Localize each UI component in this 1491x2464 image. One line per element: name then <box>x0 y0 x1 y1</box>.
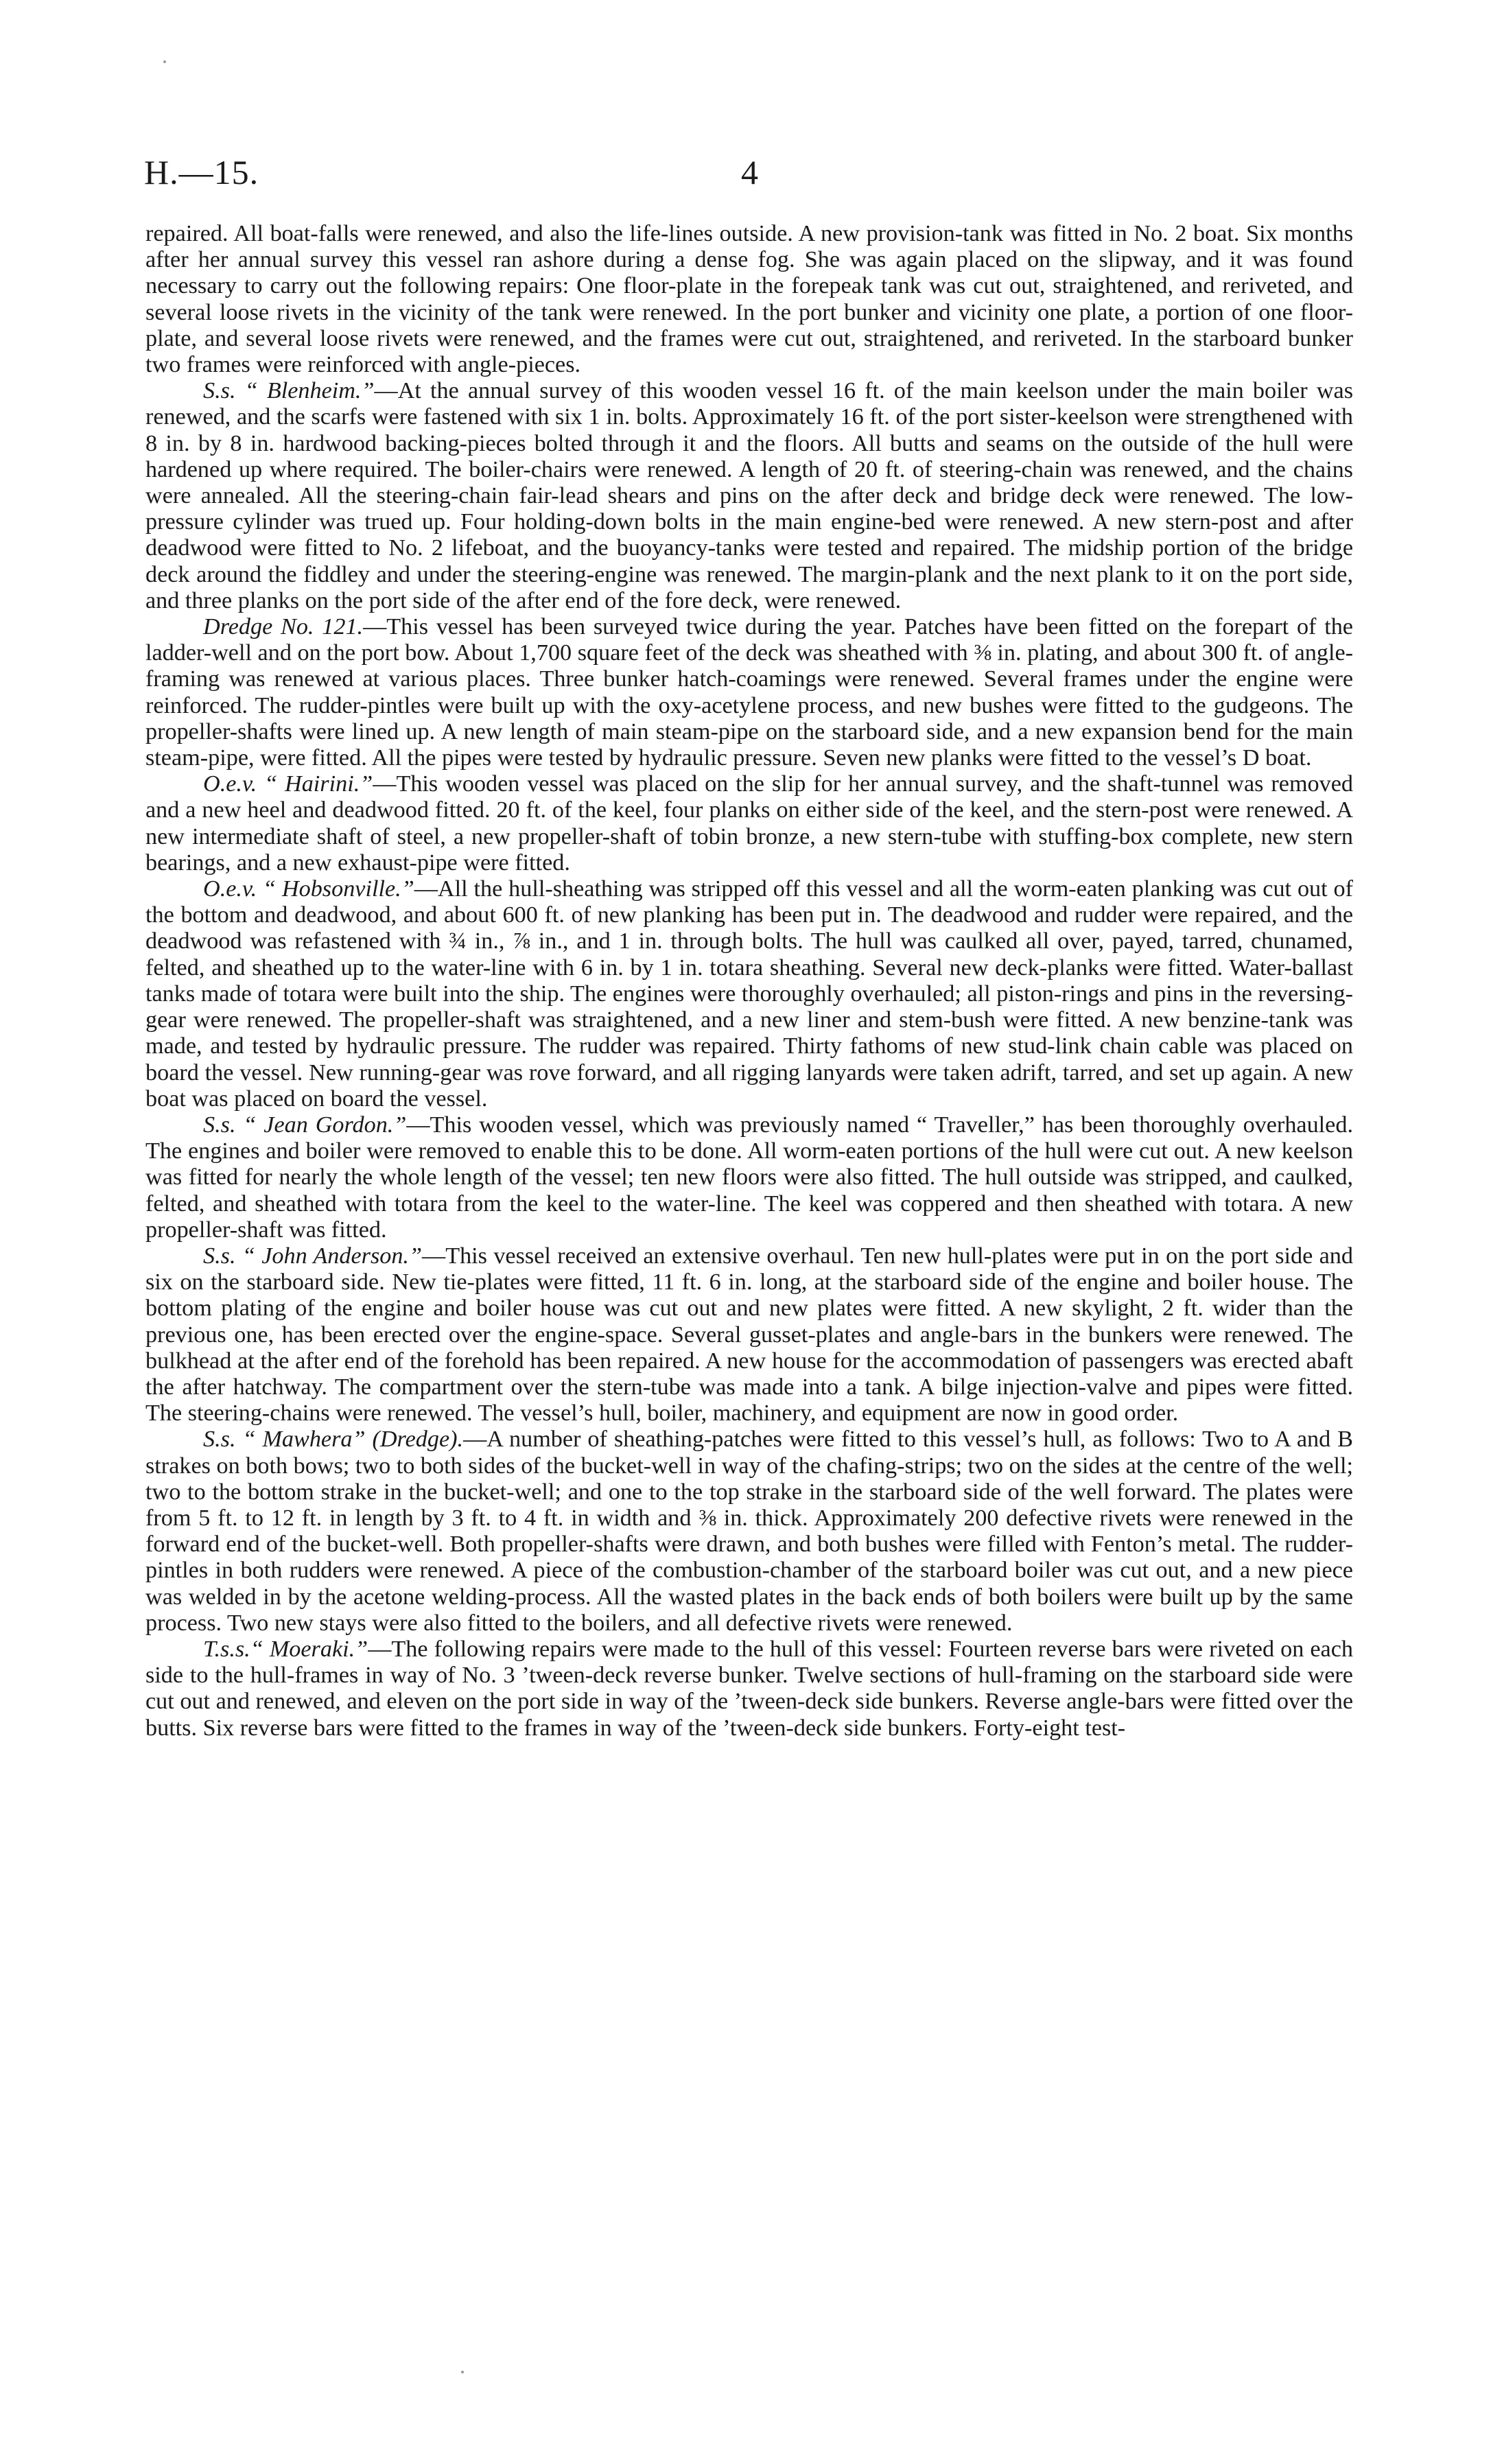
vessel-name: S.s. “ Jean Gordon.” <box>203 1112 407 1138</box>
vessel-name: T.s.s.“ Moeraki.” <box>203 1636 368 1662</box>
paragraph-john-anderson <box>145 1243 1353 1427</box>
paragraph-text: —This wooden vessel, which was previously named “ Traveller,” has been thoroughly overhauled. The engines and boiler were removed to enable this to be done. All worm-eaten portions of the hull were cut out. A new keelson was fitted for nearly the whole length of the vessel; ten new floors were also fitted. The hull outside was stripped, and caulked, felted, and sheathed with totara from the keel to the water-line. The keel was coppered and then sheathed with totara. A new propeller-shaft was fitted. <box>145 1112 1353 1243</box>
paragraph-text: repaired. All boat-falls were renewed, and also the life-lines outside. A new provision-tank was fitted in No. 2 boat. Six months after her annual survey this vessel ran ashore during a dense fog. She was again placed on the slipway, and it was found necessary to carry out the following repairs: One floor-plate in the forepeak tank was cut out, straightened, and reriveted, and several loose rivets in the vicinity of the tank were renewed. In the port bunker and vicinity one plate, a portion of one floor-plate, and several loose rivets were renewed, and the frames were cut out, straightened, and reriveted. In the starboard bunker two frames were reinforced with angle-pieces. <box>145 221 1353 378</box>
paragraph-hairini <box>145 771 1353 876</box>
paragraph-jean-gordon <box>145 1112 1353 1243</box>
paragraph-text: —A number of sheathing-patches were fitted to this vessel’s hull, as follows: Two to A and B strakes on both bows; two to both sides of the bucket-well in way of the chafing-strips; two on the sides at the centre of the well; two to the bottom strake in the bucket-well; and one to the top strake in the starboard side of the well forward. The plates were from 5 ft. to 12 ft. in length by 3 ft. to 4 ft. in width and ⅜ in. thick. Approximately 200 defective rivets were renewed in the forward end of the bucket-well. Both propeller-shafts were drawn, and both bushes were filled with Fenton’s metal. The rudder-pintles in both rudders were renewed. A piece of the combustion-chamber of the starboard boiler was cut out, and a new piece was welded in by the acetone welding-process. All the wasted plates in the back ends of both boilers were built up by the same process. Two new stays were also fitted to the boilers, and all defective rivets were renewed. <box>145 1427 1353 1636</box>
vessel-name: S.s. “ Blenheim.” <box>203 378 375 404</box>
paragraph-hobsonville <box>145 876 1353 1112</box>
document-reference: H.—15. <box>144 153 259 191</box>
vessel-name: O.e.v. “ Hairini.” <box>203 771 373 797</box>
body-text <box>145 221 1353 1741</box>
paragraph-text: —The following repairs were made to the hull of this vessel: Fourteen reverse bars were riveted on each side to the hull-frames in way of No. 3 ’tween-deck reverse bunker. Twelve sections of hull-framing on the starboard side were cut out and renewed, and eleven on the port side in way of the ’tween-deck side bunkers. Reverse angle-bars were fitted over the butts. Six reverse bars were fitted to the frames in way of the ’tween-deck side bunkers. Forty-eight test- <box>145 1636 1354 1741</box>
paragraph-text: —This wooden vessel was placed on the slip for her annual survey, and the shaft-tunnel was removed and a new heel and deadwood fitted. 20 ft. of the keel, four planks on either side of the keel, and the stern-post were renewed. A new intermediate shaft of steel, a new propeller-shaft of tobin bronze, a new stern-tube with stuffing-box complete, new stern bearings, and a new exhaust-pipe were fitted. <box>145 771 1353 876</box>
paragraph-text: —All the hull-sheathing was stripped off this vessel and all the worm-eaten planking was cut out of the bottom and deadwood, and about 600 ft. of new planking has been put in. The deadwood and rudder were repaired, and the deadwood was refastened with ¾ in., ⅞ in., and 1 in. through bolts. The hull was caulked all over, payed, tarred, chunamed, felted, and sheathed up to the water-line with 6 in. by 1 in. totara sheathing. Several new deck-planks were fitted. Water-ballast tanks made of totara were built into the ship. The engines were thoroughly overhauled; all piston-rings and pins in the reversing-gear were renewed. The propeller-shaft was straightened, and a new liner and stem-bush were fitted. A new benzine-tank was made, and tested by hydraulic pressure. The rudder was repaired. Thirty fathoms of new stud-link chain cable was placed on board the vessel. New running-gear was rove forward, and all rigging lanyards were taken adrift, tarred, and set up again. A new boat was placed on board the vessel. <box>145 876 1353 1112</box>
page-number: 4 <box>741 153 758 191</box>
page-header <box>144 152 1354 200</box>
paragraph-text: —This vessel has been surveyed twice during the year. Patches have been fitted on the forepart of the ladder-well and on the port bow. About 1,700 square feet of the deck was sheathed with ⅜ in. plating, and about 300 ft. of angle-framing was renewed at various places. Three bunker hatch-coamings were renewed. Several frames under the engine were reinforced. The rudder-pintles were built up with the oxy-acetylene process, and new bushes were fitted to the gudgeons. The propeller-shafts were lined up. A new length of main steam-pipe on the starboard side, and a new expansion bend for the main steam-pipe, were fitted. All the pipes were tested by hydraulic pressure. Seven new planks were fitted to the vessel’s D boat. <box>145 614 1353 771</box>
vessel-name: Dredge No. 121. <box>203 614 364 640</box>
scan-speck <box>163 60 166 63</box>
paragraph-text: —This vessel received an extensive overhaul. Ten new hull-plates were put in on the port side and six on the starboard side. New tie-plates were fitted, 11 ft. 6 in. long, at the starboard side of the engine and boiler house. The bottom plating of the engine and boiler house was cut out and new plates were fitted. A new skylight, 2 ft. wider than the previous one, has been erected over the engine-space. Several gusset-plates and angle-bars in the bunkers were renewed. The bulkhead at the after end of the forehold has been repaired. A new house for the accommodation of passengers was erected abaft the after hatchway. The compartment over the stern-tube was made into a tank. A bilge injection-valve and pipes were fitted. The steering-chains were renewed. The vessel’s hull, boiler, machinery, and equipment are now in good order. <box>145 1243 1353 1427</box>
vessel-name: O.e.v. “ Hobsonville.” <box>203 876 414 902</box>
vessel-name: S.s. “ Mawhera” (Dredge). <box>203 1427 464 1453</box>
paragraph-continuation <box>145 221 1353 378</box>
paragraph-mawhera <box>145 1427 1353 1636</box>
scan-speck <box>461 2371 464 2373</box>
vessel-name: S.s. “ John Anderson.” <box>203 1243 422 1269</box>
paragraph-text: —At the annual survey of this wooden vessel 16 ft. of the main keelson under the main boiler was renewed, and the scarfs were fastened with six 1 in. bolts. Approximately 16 ft. of the port sister-keelson were strengthened with 8 in. by 8 in. hardwood backing-pieces bolted through it and the floors. All butts and seams on the outside of the hull were hardened up where required. The boiler-chairs were renewed. A length of 20 ft. of steering-chain was renewed, and the chains were annealed. All the steering-chain fair-lead shears and pins on the after deck and bridge deck were renewed. The low-pressure cylinder was trued up. Four holding-down bolts in the main engine-bed were renewed. A new stern-post and after deadwood were fitted to No. 2 lifeboat, and the buoyancy-tanks were tested and repaired. The midship portion of the bridge deck around the fiddley and under the steering-engine was renewed. The margin-plank and the next plank to it on the port side, and three planks on the port side of the after end of the fore deck, were renewed. <box>145 378 1353 613</box>
paragraph-blenheim <box>145 378 1353 614</box>
paragraph-dredge-121 <box>145 614 1353 771</box>
paragraph-moeraki <box>145 1636 1353 1741</box>
